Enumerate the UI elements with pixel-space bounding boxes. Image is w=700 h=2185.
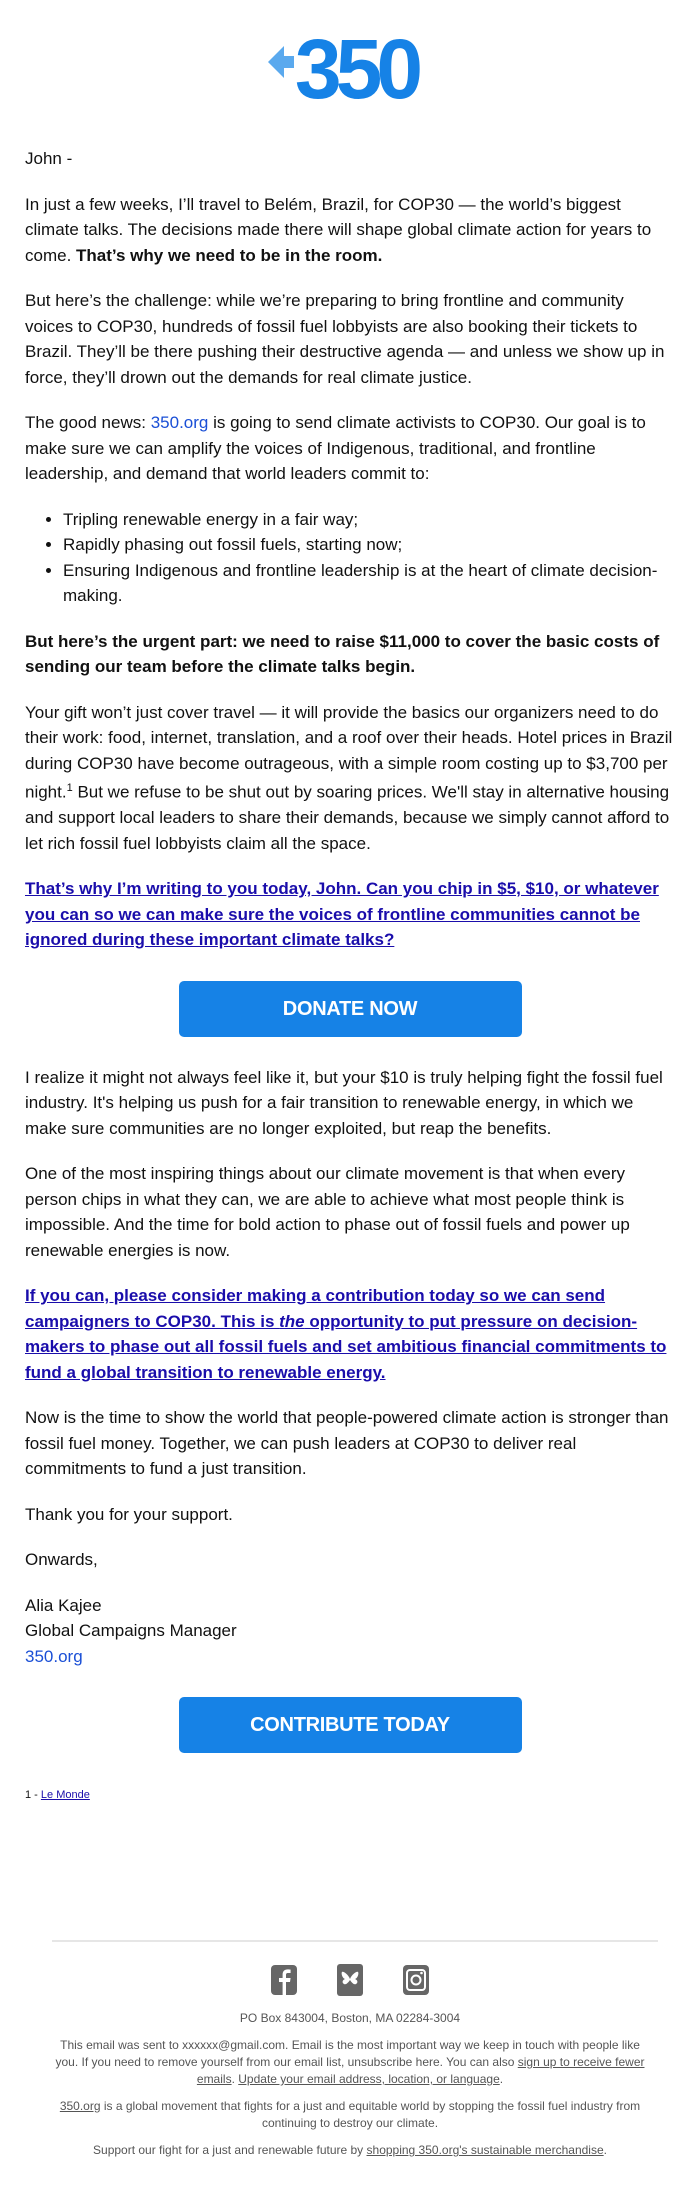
350-org-link[interactable]: 350.org — [150, 413, 209, 432]
thanks: Thank you for your support. — [25, 1504, 233, 1524]
contribute-today-button[interactable]: CONTRIBUTE TODAY — [179, 1697, 522, 1753]
paragraph: Now is the time to show the world that people-powered climate action is stronger than fossil fuel money. Together, we can push leaders at COP30 to deliver real commitments to fund a just transition. — [25, 1408, 669, 1479]
address: PO Box 843004, Boston, MA 02284-3004 — [239, 2011, 461, 2025]
cta-paragraph — [25, 1283, 675, 1385]
350-logo[interactable] — [268, 30, 438, 106]
signature-title: Global Campaigns Manager — [25, 1621, 237, 1641]
paragraph: In just a few weeks, I’ll travel to Belém, Brazil, for COP30 — the world’s biggest climate talks. The decisions made there will shape global climate action for years to come. That’s why we need to be in the room. — [25, 194, 652, 265]
paragraph: But here’s the challenge: while we’re preparing to bring frontline and community voices to COP30, hundreds of fossil fuel lobbyists are also booking their tickets to Brazil. They’ll be there pushing their destructive agenda — and unless we show up in force, they’ll drown out the demands for real climate justice. — [25, 291, 665, 387]
email-body — [25, 146, 675, 1809]
shop-text: Support our fight for a just and renewable future by shopping 350.org's sustainable merchandise. — [93, 2143, 607, 2157]
signature-link[interactable]: 350.org — [25, 1646, 83, 1666]
email-notice: This email was sent to xxxxxx@gmail.com. Email is the most important way we keep in touch with people like you. If you need to remove yourself from our email list, unsubscribe here. You can also sign up to receive fewer emails. Update your email address, location, or language. — [55, 2038, 645, 2086]
list-item: • Rapidly phasing out fossil fuels, starting now; — [63, 532, 675, 558]
footnote: 1 - Le Monde — [25, 1789, 90, 1802]
le-monde-link[interactable]: Le Monde — [40, 1789, 90, 1802]
bluesky-icon[interactable] — [336, 1962, 364, 1996]
donate-link[interactable]: That’s why I’m writing to you today, John. Can you chip in $5, $10, or whatever you can so we can make sure the voices of frontline communities cannot be ignored during these important climate talks? — [25, 879, 659, 950]
cta-paragraph — [25, 876, 675, 953]
update-preferences-link[interactable]: Update your email address, location, or language — [238, 2072, 500, 2086]
svg-text:350: 350 — [294, 30, 418, 106]
signature — [25, 1593, 675, 1670]
donate-now-button[interactable]: DONATE NOW — [179, 981, 522, 1037]
greeting: John - — [25, 149, 73, 168]
footer-divider — [52, 1940, 658, 1942]
demands-list — [25, 507, 675, 609]
social-links — [0, 1962, 700, 1996]
about-text: 350.org is a global movement that fights for a just and equitable world by stopping the fossil fuel industry from continuing to destroy our climate. — [59, 2099, 641, 2130]
fewer-emails-link[interactable]: sign up to receive fewer emails — [196, 2055, 645, 2086]
signature-name: Alia Kajee — [25, 1595, 102, 1615]
signoff: Onwards, — [25, 1550, 98, 1570]
urgent-paragraph: But here’s the urgent part: we need to raise $11,000 to cover the basic costs of sending our team before the climate talks begin. — [25, 631, 660, 676]
instagram-icon[interactable] — [402, 1962, 430, 1996]
list-item: • Ensuring Indigenous and frontline leadership is at the heart of climate decision-making. — [63, 558, 675, 609]
footer — [55, 2010, 645, 2169]
about-350-link[interactable]: 350.org — [59, 2099, 101, 2113]
shop-link[interactable]: shopping 350.org's sustainable merchandise — [366, 2143, 604, 2157]
facebook-icon[interactable] — [270, 1962, 298, 1996]
paragraph: I realize it might not always feel like it, but your $10 is truly helping fight the fossil fuel industry. It's helping us push for a fair transition to renewable energy, in which we make sure communities are no longer exploited, but reap the benefits. — [25, 1067, 663, 1138]
list-item: • Tripling renewable energy in a fair way; — [63, 507, 675, 533]
paragraph: One of the most inspiring things about our climate movement is that when every person chips in what they can, we are able to achieve what most people think is impossible. And the time for bold action to phase out of fossil fuels and power up renewable energies is now. — [25, 1164, 630, 1260]
paragraph: Your gift won’t just cover travel — it will provide the basics our organizers need to do their work: food, internet, translation, and a roof over their heads. Hotel prices in Brazil during COP30 have become outrageous, with a simple room costing up to $3,700 per night.$^1$ But we refuse to be shut out by soaring prices. We'll stay in alternative housing and support local leaders to share their demands, because we simply cannot afford to let rich fossil fuel lobbyists claim all the space. — [25, 702, 673, 853]
paragraph: The good news: 350.org is going to send climate activists to COP30. Our goal is to make sure we can amplify the voices of Indigenous, traditional, and frontline leadership, and demand that world leaders commit to: — [25, 413, 646, 483]
contribution-link[interactable]: If you can, please consider making a contribution today so we can send campaigners to COP30. This is the opportunity to put pressure on decision-makers to phase out all fossil fuels and set ambitious financial commitments to fund a global transition to renewable energy. — [25, 1286, 667, 1382]
